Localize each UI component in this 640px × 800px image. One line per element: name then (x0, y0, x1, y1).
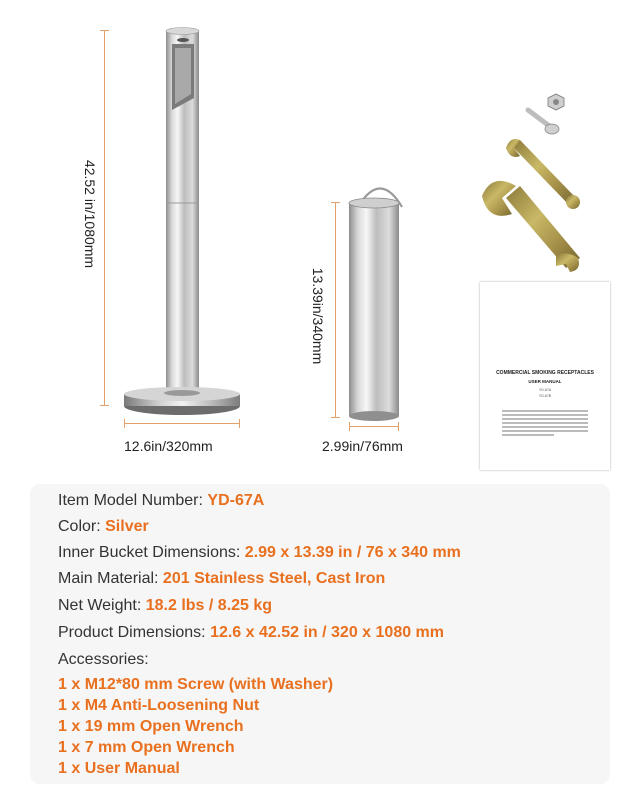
stand-base (124, 387, 240, 415)
base-width-line (124, 423, 240, 424)
accessory-item: 1 x 19 mm Open Wrench (58, 718, 244, 735)
spec-material (58, 570, 385, 588)
bucket-height-tick-bottom (331, 417, 340, 418)
bucket-height-tick-top (331, 202, 340, 203)
spec-weight-value: 18.2 lbs / 8.25 kg (145, 597, 273, 614)
spec-accessories-label: Accessories: (58, 651, 149, 668)
spec-weight-label: Net Weight: (58, 597, 146, 614)
stand-pole (166, 28, 199, 399)
spec-bucket-dimensions (58, 544, 461, 562)
accessory-item: 1 x 7 mm Open Wrench (58, 739, 235, 756)
stand-height-tick-top (100, 30, 109, 31)
spec-bucket-label: Inner Bucket Dimensions: (58, 544, 245, 561)
stand-height-label: 42.52 in/1080mm (82, 159, 98, 269)
spec-weight (58, 597, 272, 615)
manual-subtitle: USER MANUAL (528, 379, 562, 384)
accessory-item: 1 x User Manual (58, 760, 180, 777)
bucket-width-label: 2.99in/76mm (322, 438, 403, 454)
base-width-tick-right (239, 419, 240, 428)
stand-height-line (104, 30, 105, 406)
manual-body-text (502, 410, 588, 438)
inner-bucket (349, 189, 402, 422)
spec-color-value: Silver (105, 518, 149, 535)
spec-product-value: 12.6 x 42.52 in / 320 x 1080 mm (210, 624, 445, 641)
accessory-item: 1 x M4 Anti-Loosening Nut (58, 697, 260, 714)
spec-color-label: Color: (58, 518, 106, 535)
bucket-width-line (349, 426, 399, 427)
stand-height-tick-bottom (100, 405, 109, 406)
screw-and-nut (528, 94, 564, 134)
base-width-tick-left (124, 419, 125, 428)
spec-color (58, 518, 149, 536)
spec-card (30, 484, 610, 784)
user-manual-image (480, 282, 610, 470)
spec-product-label: Product Dimensions: (58, 624, 211, 641)
manual-model-b: YD-67B (538, 394, 552, 398)
spec-model-label: Item Model Number: (58, 492, 208, 509)
manual-title: COMMERCIAL SMOKING RECEPTACLES (496, 370, 594, 376)
spec-bucket-value: 2.99 x 13.39 in / 76 x 340 mm (244, 544, 461, 561)
spec-material-label: Main Material: (58, 570, 163, 587)
manual-model-a: YD-67A (538, 388, 552, 392)
bucket-width-tick-right (398, 422, 399, 431)
spec-model (58, 492, 264, 510)
spec-product-dimensions (58, 624, 444, 642)
bucket-height-line (335, 202, 336, 418)
base-width-label: 12.6in/320mm (124, 438, 213, 454)
accessory-item: 1 x M12*80 mm Screw (with Washer) (58, 676, 334, 693)
bucket-height-label: 13.39in/340mm (310, 267, 326, 365)
spec-model-value: YD-67A (207, 492, 265, 509)
bucket-width-tick-left (349, 422, 350, 431)
spec-material-value: 201 Stainless Steel, Cast Iron (162, 570, 386, 587)
